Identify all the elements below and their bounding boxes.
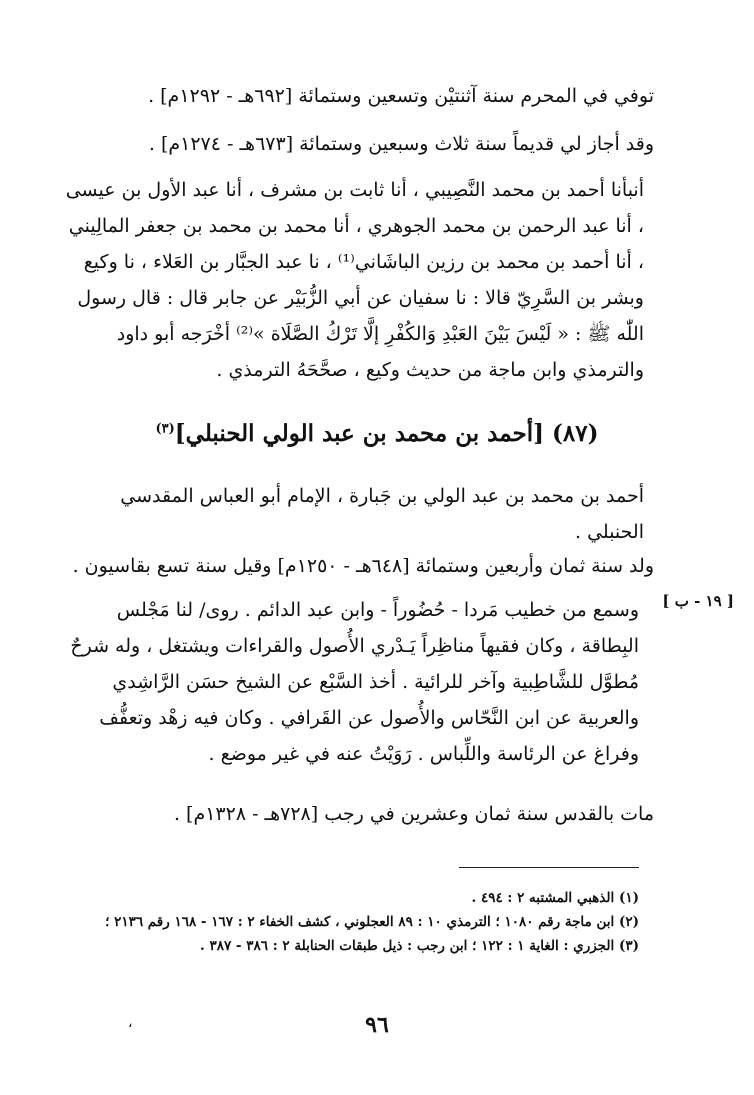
hadith-chain-paragraph: أنبأنا أحمد بن محمد النَّصِيبي ، أنا ثابت بن مشرف ، أنا عبد الأول بن عيسى ، أنا عبد الرحمن بن محمد الجوهري ، أنا محمد بن محمد بن جعفر المالِيني ، أنا أحمد بن محمد بن رزين الباشَاني⁽¹⁾ ، نا عبد الجبَّار بن العَلاء ، نا وكيع وبشر بن السَّرِيّ قالا : نا سفيان عن أبي الزُّبَيْر عن جابر قال : قال رسول اللّٰه ﷺ : « لَيْسَ بَيْنَ العَبْدِ وَالكُفْرِ إلَّا تَرْكُ الصَّلَاة »⁽²⁾ أخْرَجه أبو داود والترمذي وابن ماجة من حديث وكيع ، صحَّحَهُ الترمذي .: [65, 179, 644, 381]
manuscript-folio-reference: [ ١٩ - ب ]: [662, 592, 734, 610]
entry-footnote-marker: (٣): [155, 421, 175, 437]
footnote-2: (٢) ابن ماجة رقم ١٠٨٠ ؛ الترمذي ١٠ : ٨٩ العجلوني ، كشف الخفاء ٢ : ١٦٧ - ١٦٨ رقم ٢١٣٦ ؛: [105, 914, 639, 930]
footnote-1: (١) الذهبي المشتبه ٢ : ٤٩٤ .: [471, 890, 639, 906]
footnote-3: (٣) الجزري : الغاية ١ : ١٢٢ ؛ ابن رجب : ذيل طبقات الحنابلة ٢ : ٣٨٦ - ٣٨٧ .: [200, 938, 639, 954]
biography-name-paragraph: أحمد بن محمد بن عبد الولي بن جَبارة ، الإمام أبو العباس المقدسي الحنبلي .: [120, 485, 644, 543]
ijaza-paragraph: وقد أجاز لي قديماً سنة ثلاث وسبعين وستمائة [٦٧٣هـ - ١٢٧٤م] .: [148, 133, 654, 155]
footnote-divider: [459, 867, 639, 868]
stray-mark: ،: [128, 1015, 133, 1031]
birth-paragraph: ولد سنة ثمان وأربعين وستمائة [٦٤٨هـ - ١٢٥٠م] وقيل سنة تسع بقاسيون .: [72, 555, 654, 577]
death-date-paragraph: توفي في المحرم سنة آثنتيْن وتسعين وستمائة [٦٩٢هـ - ١٢٩٢م] .: [148, 85, 654, 107]
entry-heading: [90, 420, 664, 447]
entry-title: (٨٧) [أحمد بن محمد بن عبد الولي الحنبلي]: [174, 420, 599, 447]
studies-paragraph: وسمع من خطيب مَردا - حُضُوراً - وابن عبد الدائم . روى/ لنا مَجْلس البِطاقة ، وكان فقيهاً مناظِراً يَـدْري الأُصول والقراءات ويشتغل ، وله شرحٌ مُطوَّل للشَّاطِبية وآخر للرائية . أخذ السَّبْع عن الشيخ حسَن الرَّاشِدي والعربية عن ابن النَّحّاس والأُصول عن القَرافي . وكان فيه زهْد وتعفُّف وفراغ عن الرئاسة واللِّباس . رَوَيْتُ عنه في غير موضع .: [70, 599, 639, 765]
page-number: ٩٦: [365, 1012, 389, 1038]
death-paragraph: مات بالقدس سنة ثمان وعشرين في رجب [٧٢٨هـ - ١٣٢٨م] .: [173, 803, 654, 825]
